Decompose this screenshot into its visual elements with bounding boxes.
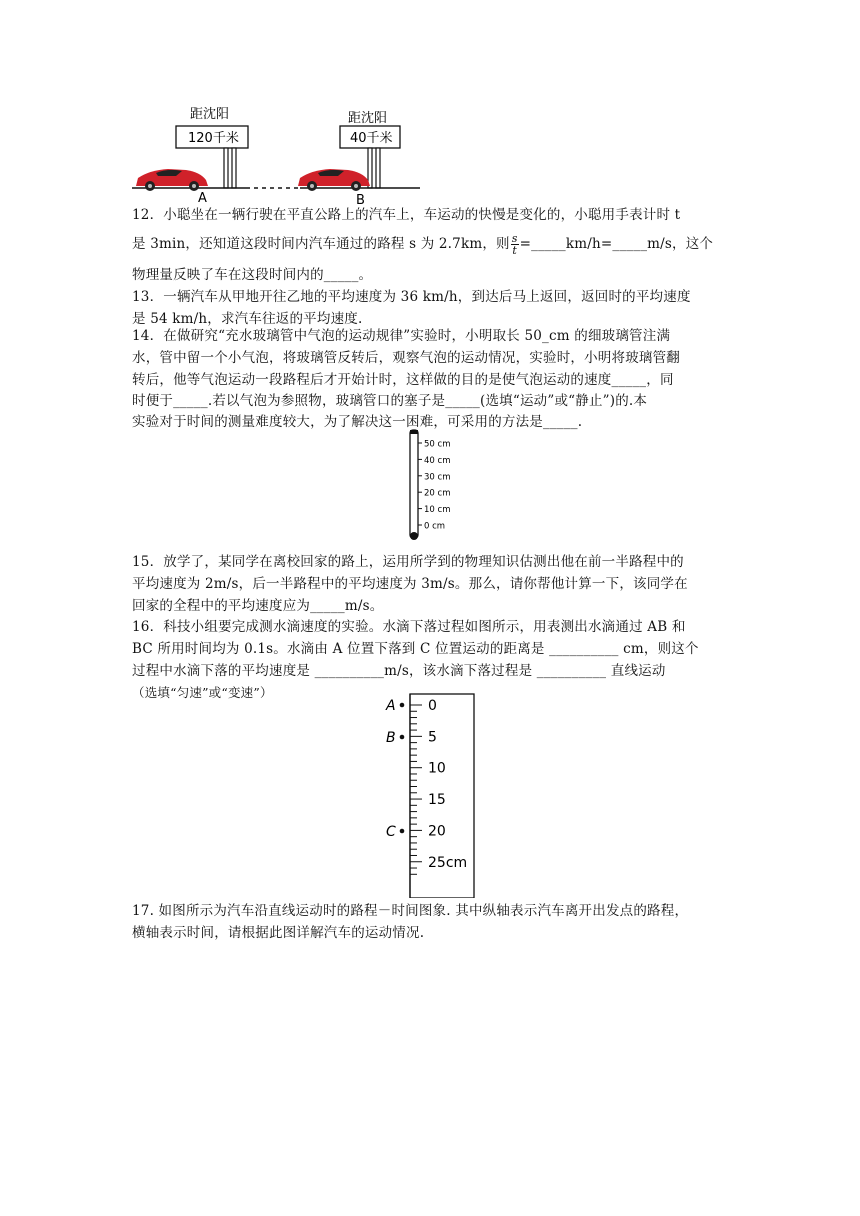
q12-line-2a: 是 3min，还知道这段时间内汽车通过的路程 s 为 2.7km，则 [132, 236, 510, 252]
q16-line-1: 16．科技小组要完成测水滴速度的实验。水滴下落过程如图所示，用表测出水滴通过 AB 和 [132, 619, 686, 635]
tube-scale-label: 20 cm [424, 488, 451, 499]
point-a-label: A [386, 698, 396, 714]
fraction-s-over-t: $\frac{s}{t}$ [511, 232, 518, 257]
q14-line-4: 时便于_____.若以气泡为参照物，玻璃管口的塞子是_____(选填“运动”或“静止”)的.本 [132, 393, 648, 409]
q12-line-2 [132, 233, 713, 256]
q13-line-1: 13．一辆汽车从甲地开往乙地的平均速度为 36 km/h，到达后马上返回，返回时的平均速度 [132, 289, 691, 305]
ruler-mark-label: 10 [428, 760, 446, 777]
ruler-mark-label: 15 [428, 792, 446, 809]
q14-line-2: 水，管中留一个小气泡，将玻璃管反转后，观察气泡的运动情况，实验时，小明将玻璃管翻 [132, 350, 680, 366]
q12-line-2b: =_____km/h=_____m/s，这个 [519, 236, 714, 252]
ruler-mark-label: 20 [428, 823, 446, 840]
glass-tube-figure [405, 428, 485, 544]
ruler-mark-label: 5 [428, 729, 437, 746]
q14-line-3: 转后，他等气泡运动一段路程后才开始计时，这样做的目的是使气泡运动的速度_____，同 [132, 372, 674, 388]
sign-b-title: 距沈阳 [348, 111, 388, 126]
ruler-mark-label: 0 [428, 698, 437, 714]
sign-b-value: 40千米 [350, 131, 393, 146]
q15-line-1: 15．放学了，某同学在离校回家的路上，运用所学到的物理知识估测出他在前一半路程中的 [132, 554, 684, 570]
road-sign-figure [128, 100, 428, 205]
point-c-label: C [386, 824, 396, 840]
q14-line-1: 14．在做研究“充水玻璃管中气泡的运动规律”实验时，小明取长 50_cm 的细玻璃管注满 [132, 328, 671, 344]
label-b: B [356, 193, 365, 205]
q16-line-4: （选填“匀速”或“变速”） [132, 685, 273, 700]
tube-scale-label: 30 cm [424, 472, 451, 483]
ruler-figure [380, 692, 480, 898]
label-a: A [198, 191, 207, 205]
q12-line-1: 12．小聪坐在一辆行驶在平直公路上的汽车上，车运动的快慢是变化的，小聪用手表计时 t [132, 207, 681, 223]
q16-line-3: 过程中水滴下落的平均速度是 __________m/s，该水滴下落过程是 __________ 直线运动 [132, 663, 666, 679]
q16-line-2: BC 所用时间均为 0.1s。水滴由 A 位置下落到 C 位置运动的距离是 __________ cm，则这个 [132, 641, 699, 657]
tube-scale-label: 10 cm [424, 505, 451, 516]
sign-a-value: 120千米 [188, 131, 239, 146]
q15-line-2: 平均速度为 2m/s，后一半路程中的平均速度为 3m/s。那么，请你帮他计算一下，该同学在 [132, 576, 688, 592]
tube-scale-label: 50 cm [424, 439, 451, 450]
q13-line-2: 是 54 km/h，求汽车往返的平均速度. [132, 311, 363, 327]
q15-line-3: 回家的全程中的平均速度应为_____m/s。 [132, 598, 384, 614]
q14-line-5: 实验对于时间的测量难度较大，为了解决这一困难，可采用的方法是_____. [132, 414, 583, 430]
q17-line-2: 横轴表示时间，请根据此图详解汽车的运动情况. [132, 925, 425, 941]
point-b-label: B [386, 730, 396, 746]
ruler-mark-label: 25cm [428, 854, 468, 871]
q12-line-3: 物理量反映了车在这段时间内的_____。 [132, 267, 373, 283]
tube-scale-label: 0 cm [424, 521, 446, 532]
q17-line-1: 17. 如图所示为汽车沿直线运动时的路程－时间图象. 其中纵轴表示汽车离开出发点的路程， [132, 903, 689, 919]
sign-a-title: 距沈阳 [190, 107, 230, 122]
tube-scale-label: 40 cm [424, 455, 451, 466]
